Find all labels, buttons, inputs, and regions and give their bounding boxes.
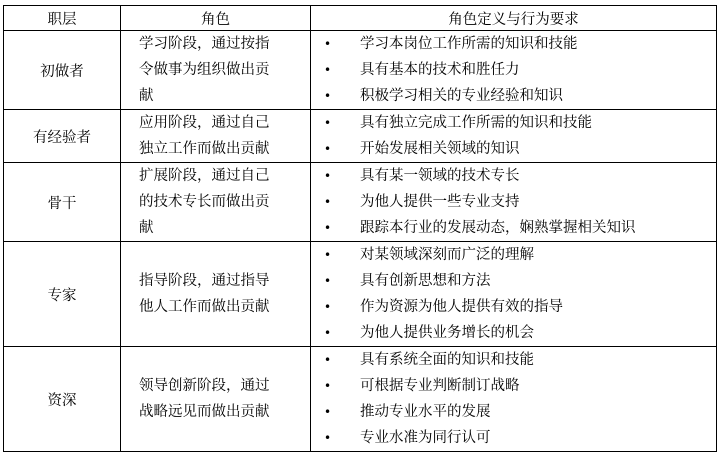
behavior-item (311, 373, 716, 399)
behavior-text: 具有某一领域的技术专长 (360, 168, 520, 184)
header-row (4, 6, 717, 31)
role-description-line: 令做事为组织做出贡 (139, 62, 270, 78)
role-description-line: 战略远见而做出贡献 (139, 404, 270, 420)
behavior-text: 具有基本的技术和胜任力 (360, 62, 520, 78)
role-description-line: 扩展阶段，通过自己 (139, 168, 270, 184)
role-description-line: 学习阶段，通过按指 (139, 36, 270, 52)
header-level: 职层 (4, 6, 121, 31)
behavior-list (311, 31, 716, 109)
behavior-list (311, 110, 716, 162)
behavior-text: 对某领域深刻而广泛的理解 (360, 247, 534, 263)
behavior-text: 可根据专业判断制订战略 (360, 378, 520, 394)
behavior-text: 为他人提供一些专业支持 (360, 194, 520, 210)
behavior-item (311, 215, 716, 241)
behavior-requirements-cell (311, 347, 717, 452)
job-level-cell: 初做者 (4, 31, 121, 110)
role-description-cell (121, 242, 311, 347)
behavior-list (311, 242, 716, 346)
behavior-text: 跟踪本行业的发展动态，娴熟掌握相关知识 (360, 220, 636, 236)
bullet-icon: • (324, 63, 332, 77)
role-description-line: 指导阶段，通过指导 (139, 273, 270, 289)
table-row (4, 163, 717, 242)
behavior-item (311, 425, 716, 451)
behavior-text: 作为资源为他人提供有效的指导 (360, 299, 563, 315)
role-description-line: 献 (139, 220, 154, 236)
behavior-list (311, 347, 716, 451)
table-row (4, 347, 717, 452)
role-description-cell (121, 110, 311, 163)
behavior-item (311, 83, 716, 109)
job-level-cell: 资深 (4, 347, 121, 452)
role-description-line: 独立工作而做出贡献 (139, 141, 270, 157)
bullet-icon: • (324, 300, 332, 314)
behavior-item (311, 189, 716, 215)
role-description-cell (121, 347, 311, 452)
header-definition: 角色定义与行为要求 (311, 6, 717, 31)
bullet-icon: • (324, 195, 332, 209)
behavior-item (311, 163, 716, 189)
role-description-line: 他人工作而做出贡献 (139, 299, 270, 315)
behavior-item (311, 320, 716, 346)
bullet-icon: • (324, 169, 332, 183)
behavior-text: 推动专业水平的发展 (360, 404, 491, 420)
behavior-item (311, 294, 716, 320)
bullet-icon: • (324, 405, 332, 419)
role-description-line: 的技术专长而做出贡 (139, 194, 270, 210)
bullet-icon: • (324, 326, 332, 340)
behavior-text: 具有独立完成工作所需的知识和技能 (360, 115, 592, 131)
behavior-requirements-cell (311, 163, 717, 242)
table-row (4, 31, 717, 110)
bullet-icon: • (324, 116, 332, 130)
behavior-item (311, 110, 716, 136)
role-description-line: 领导创新阶段，通过 (139, 378, 270, 394)
behavior-text: 专业水准为同行认可 (360, 430, 491, 446)
role-description-line: 应用阶段，通过自己 (139, 115, 270, 131)
role-definition-table (3, 5, 717, 452)
behavior-item (311, 347, 716, 373)
role-description-line: 献 (139, 88, 154, 104)
behavior-requirements-cell (311, 110, 717, 163)
behavior-text: 具有系统全面的知识和技能 (360, 352, 534, 368)
job-level-cell: 骨干 (4, 163, 121, 242)
job-level-cell: 有经验者 (4, 110, 121, 163)
behavior-item (311, 136, 716, 162)
bullet-icon: • (324, 274, 332, 288)
bullet-icon: • (324, 431, 332, 445)
job-level-cell: 专家 (4, 242, 121, 347)
behavior-item (311, 31, 716, 57)
bullet-icon: • (324, 353, 332, 367)
behavior-text: 为他人提供业务增长的机会 (360, 325, 534, 341)
bullet-icon: • (324, 248, 332, 262)
bullet-icon: • (324, 37, 332, 51)
behavior-requirements-cell (311, 242, 717, 347)
behavior-item (311, 399, 716, 425)
header-role: 角色 (121, 6, 311, 31)
table-row (4, 242, 717, 347)
behavior-item (311, 268, 716, 294)
bullet-icon: • (324, 142, 332, 156)
behavior-item (311, 57, 716, 83)
behavior-item (311, 242, 716, 268)
behavior-text: 具有创新思想和方法 (360, 273, 491, 289)
behavior-text: 积极学习相关的专业经验和知识 (360, 88, 563, 104)
behavior-list (311, 163, 716, 241)
table-row (4, 110, 717, 163)
bullet-icon: • (324, 89, 332, 103)
bullet-icon: • (324, 221, 332, 235)
role-description-cell (121, 163, 311, 242)
bullet-icon: • (324, 379, 332, 393)
behavior-requirements-cell (311, 31, 717, 110)
role-description-cell (121, 31, 311, 110)
behavior-text: 开始发展相关领域的知识 (360, 141, 520, 157)
behavior-text: 学习本岗位工作所需的知识和技能 (360, 36, 578, 52)
